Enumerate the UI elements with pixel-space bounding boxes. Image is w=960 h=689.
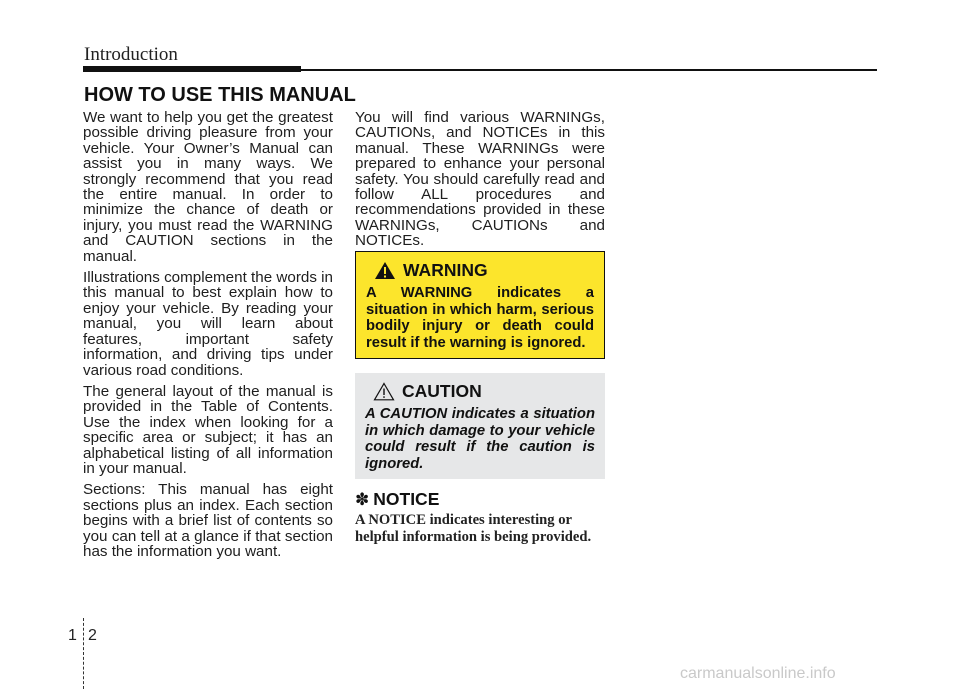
left-column bbox=[83, 110, 333, 565]
caution-triangle-icon bbox=[373, 382, 395, 401]
header-rule-thin bbox=[301, 69, 877, 71]
intro-paragraph: You will find various WARNINGs, CAUTIONs, and NOTICEs in this manual. These WARNINGs were prepared to enhance your personal safety. You should carefully read and follow ALL procedures and recommendations provided in these WARNINGs, CAUTIONs and NOTICEs. bbox=[355, 109, 605, 250]
notice-text: A NOTICE indicates interesting or helpful information is being provided. bbox=[355, 512, 592, 545]
caution-box bbox=[355, 373, 605, 479]
caution-title: CAUTION bbox=[402, 381, 482, 401]
notice-star-icon: ✽ bbox=[355, 489, 370, 510]
watermark: carmanualsonline.info bbox=[680, 665, 836, 682]
caution-text: A CAUTION indicates a situation in which damage to your vehicle could result if the caution is ignored. bbox=[365, 406, 595, 472]
caution-header bbox=[373, 381, 595, 402]
section-heading: HOW TO USE THIS MANUAL bbox=[84, 84, 356, 106]
page-number-divider bbox=[83, 618, 84, 689]
paragraph: The general layout of the manual is provided in the Table of Contents. Use the index when looking for a specific area or subject; it has an alphabetical listing of all information in your manual. bbox=[83, 382, 333, 477]
paragraph: We want to help you get the greatest possible driving pleasure from your vehicle. Your Owner’s Manual can assist you in many ways. We strongly recommend that you read the entire manual. In order to minimize the chance of death or injury, you must read the WARNING and CAUTION sections in the manual. bbox=[83, 109, 333, 265]
paragraph: Sections: This manual has eight sections plus an index. Each section begins with a brief list of contents so you can tell at a glance if that section has the information you want. bbox=[83, 481, 333, 560]
header-rule-thick bbox=[83, 66, 301, 72]
warning-title: WARNING bbox=[403, 260, 488, 280]
page-header-title: Introduction bbox=[84, 44, 178, 65]
warning-header bbox=[374, 260, 594, 281]
chapter-number: 1 bbox=[68, 627, 77, 644]
warning-text: A WARNING indicates a situation in which harm, serious bodily injury or death could result if the warning is ignored. bbox=[366, 285, 594, 351]
notice-header bbox=[355, 489, 439, 510]
warning-triangle-icon bbox=[374, 261, 396, 280]
right-column bbox=[355, 110, 605, 255]
warning-box bbox=[355, 251, 605, 359]
page-number: 2 bbox=[88, 627, 97, 644]
notice-title: NOTICE bbox=[373, 489, 440, 509]
paragraph: Illustrations complement the words in this manual to best explain how to enjoy your vehicle. By reading your manual, you will learn about features, important safety information, and driving tips under various road conditions. bbox=[83, 269, 333, 379]
